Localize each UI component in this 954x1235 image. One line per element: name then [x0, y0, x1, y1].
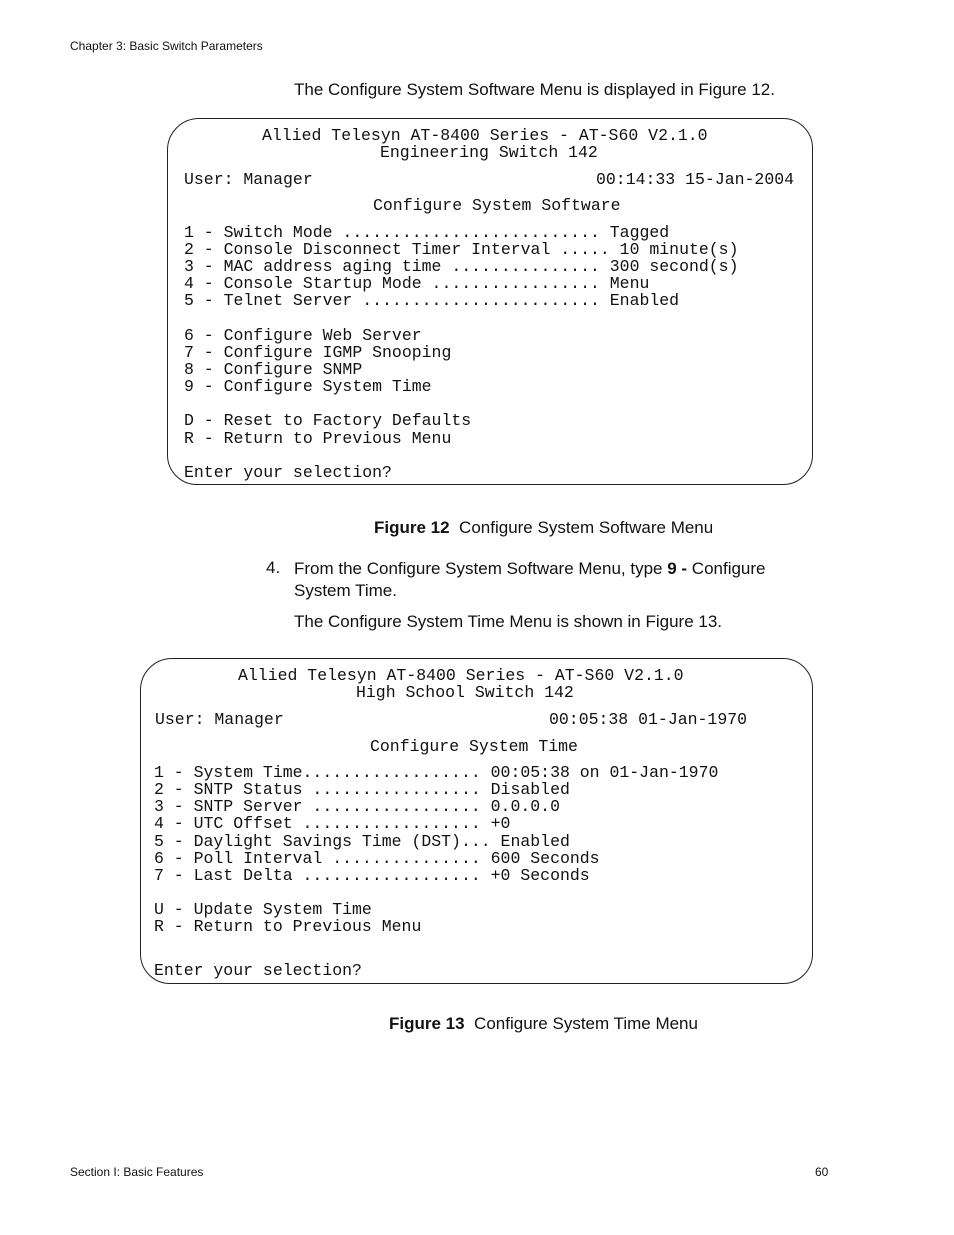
intro-paragraph: The Configure System Software Menu is displayed in Figure 12.: [294, 80, 775, 99]
step-text-post: Configure System Time.: [294, 559, 766, 600]
figure13-terminal-screen: [140, 658, 813, 984]
terminal-title: Allied Telesyn AT-8400 Series - AT-S60 V2.1.0: [262, 126, 708, 145]
terminal-datetime: 00:05:38 01-Jan-1970: [549, 710, 748, 729]
menu-item: R - Return to Previous Menu: [184, 429, 452, 448]
followup-paragraph: The Configure System Time Menu is shown in Figure 13.: [294, 612, 723, 631]
menu-item: 7 - Last Delta .................. +0 Seconds: [154, 866, 590, 885]
figure12-terminal-screen: [167, 118, 813, 485]
running-header: Chapter 3: Basic Switch Parameters: [70, 39, 263, 53]
step-text: [294, 558, 794, 602]
terminal-title: Allied Telesyn AT-8400 Series - AT-S60 V2.1.0: [238, 666, 684, 685]
terminal-prompt: Enter your selection?: [154, 961, 362, 980]
figure13-label: Figure 13: [389, 1014, 465, 1033]
terminal-datetime: 00:14:33 15-Jan-2004: [596, 170, 795, 189]
menu-item: 2 - SNTP Status ................. Disabled: [154, 780, 570, 799]
footer-section: Section I: Basic Features: [70, 1165, 204, 1179]
step-text-pre: From the Configure System Software Menu, type: [294, 559, 668, 578]
menu-item: R - Return to Previous Menu: [154, 917, 422, 936]
step-number: 4.: [266, 558, 281, 577]
figure12-label: Figure 12: [374, 518, 450, 537]
menu-item: 8 - Configure SNMP: [184, 360, 363, 379]
menu-item: 1 - Switch Mode .......................... Tagged: [184, 223, 670, 242]
terminal-user: User: Manager: [155, 710, 284, 729]
terminal-user: User: Manager: [184, 170, 313, 189]
menu-item: 3 - SNTP Server ................. 0.0.0.0: [154, 797, 560, 816]
terminal-prompt: Enter your selection?: [184, 463, 392, 482]
figure13-caption: [389, 1014, 698, 1034]
menu-item: 2 - Console Disconnect Timer Interval ..... 10 minute(s): [184, 240, 739, 259]
menu-item: 6 - Poll Interval ............... 600 Seconds: [154, 849, 600, 868]
menu-item: 7 - Configure IGMP Snooping: [184, 343, 452, 362]
menu-item: 4 - Console Startup Mode ................. Menu: [184, 274, 650, 293]
terminal-menu-title: Configure System Software: [373, 196, 621, 215]
terminal-subtitle: High School Switch 142: [356, 683, 574, 702]
page-number: 60: [815, 1165, 829, 1179]
menu-item: U - Update System Time: [154, 900, 372, 919]
menu-item: 5 - Telnet Server ........................ Enabled: [184, 291, 680, 310]
menu-item: 9 - Configure System Time: [184, 377, 432, 396]
menu-item: 4 - UTC Offset .................. +0: [154, 814, 511, 833]
menu-item: 5 - Daylight Savings Time (DST)... Enabled: [154, 832, 570, 851]
terminal-subtitle: Engineering Switch 142: [380, 143, 598, 162]
figure13-caption-text: Configure System Time Menu: [474, 1014, 698, 1033]
menu-item: 3 - MAC address aging time ............... 300 second(s): [184, 257, 739, 276]
terminal-menu-title: Configure System Time: [370, 737, 578, 756]
figure12-caption: [374, 518, 713, 538]
menu-item: 6 - Configure Web Server: [184, 326, 422, 345]
menu-item: D - Reset to Factory Defaults: [184, 411, 472, 430]
figure12-caption-text: Configure System Software Menu: [459, 518, 714, 537]
menu-item: 1 - System Time.................. 00:05:38 on 01-Jan-1970: [154, 763, 719, 782]
step-text-bold: 9 -: [667, 559, 688, 578]
